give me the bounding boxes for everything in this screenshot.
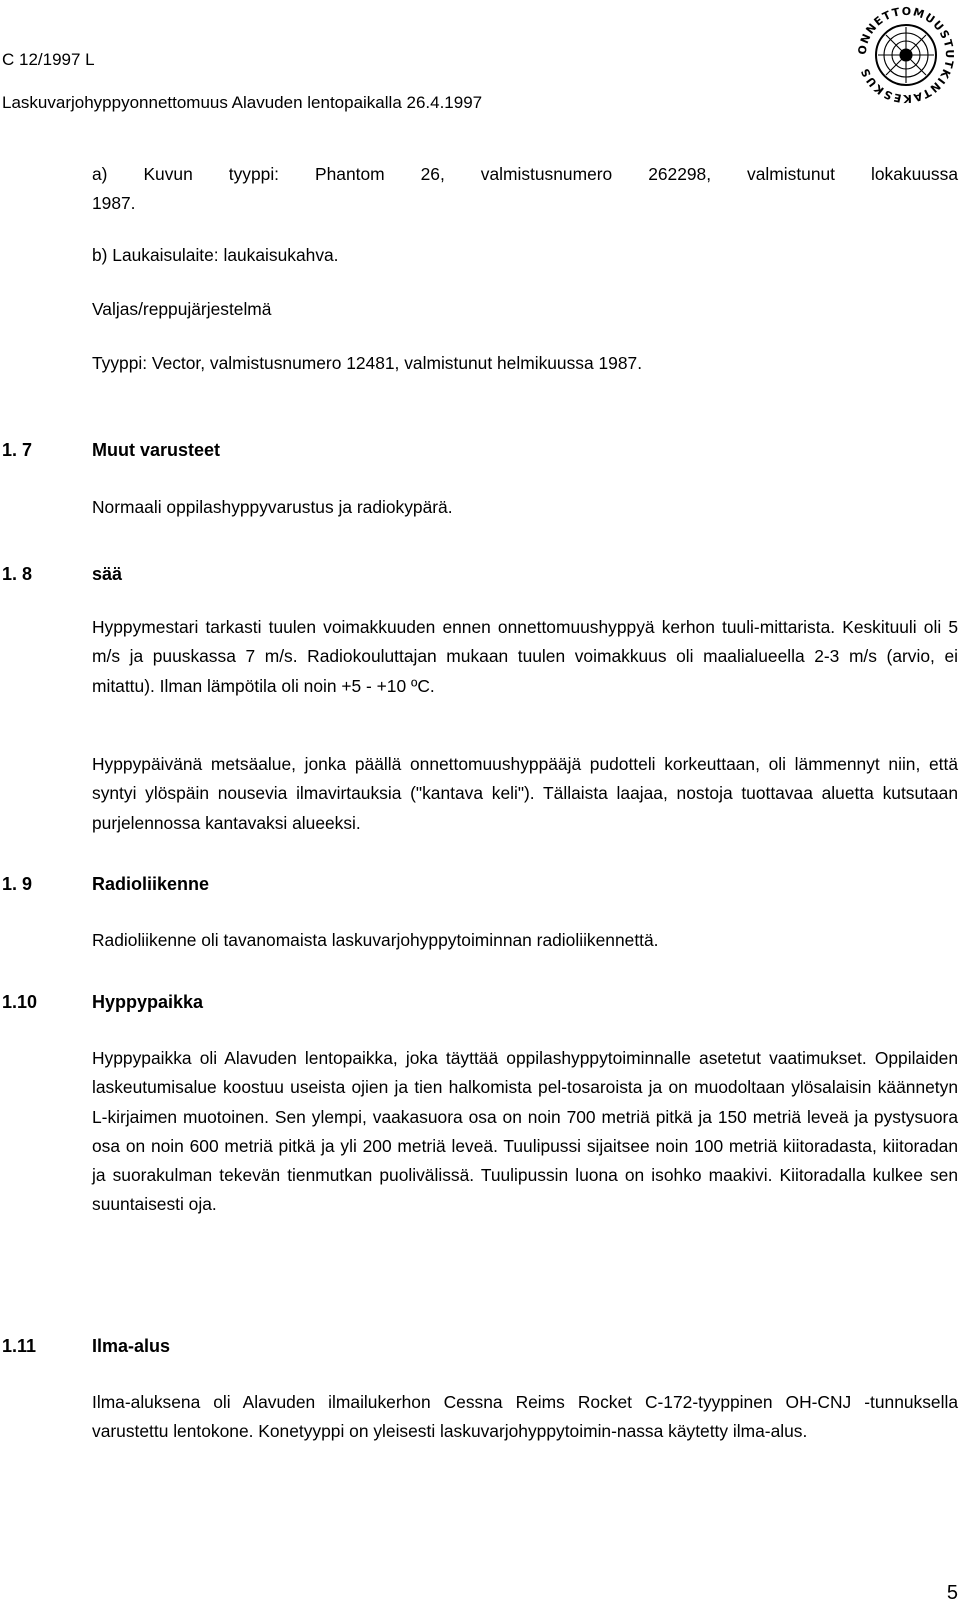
section-1-9-text: Radioliikenne oli tavanomaista laskuvarjohyppytoiminnan radioliikennettä. [92, 930, 659, 950]
document-code: C 12/1997 L [2, 50, 95, 69]
investigation-centre-logo [852, 2, 960, 108]
section-1-8-paragraph-1: Hyppymestari tarkasti tuulen voimakkuuden ennen onnettomuushyppyä kerhon tuuli-mittarista. Keskituuli oli 5 m/s ja puuskassa 7 m/s. Radiokouluttajan mukaan tuulen voimakkuus oli maalialueella 2-3 m/s (arvio, ei mitattu). Ilman lämpötila oli noin +5 - +10 ºC. [92, 617, 958, 696]
harness-title: Valjas/reppujärjestelmä [92, 299, 272, 319]
harness-text: Tyyppi: Vector, valmistusnumero 12481, valmistunut helmikuussa 1987. [92, 353, 643, 373]
section-1-7-text: Normaali oppilashyppyvarustus ja radiokypärä. [92, 497, 453, 517]
canopy-type-line-1: a) Kuvun tyyppi: Phantom 26, valmistusnumero 262298, valmistunut lokakuussa [92, 164, 958, 184]
section-number-1-10: 1.10 [2, 992, 38, 1012]
section-number-1-9: 1. 9 [2, 874, 33, 894]
section-title-1-9: Radioliikenne [92, 874, 210, 894]
release-device-line: b) Laukaisulaite: laukaisukahva. [92, 245, 339, 265]
section-title-1-10: Hyppypaikka [92, 992, 204, 1012]
section-number-1-11: 1.11 [2, 1336, 37, 1356]
document-title: Laskuvarjohyppyonnettomuus Alavuden lentopaikalla 26.4.1997 [2, 93, 483, 112]
page-number: 5 [946, 1582, 958, 1604]
section-title-1-8: sää [92, 564, 123, 584]
section-number-1-8: 1. 8 [2, 564, 33, 584]
section-1-8-paragraph-2: Hyppypäivänä metsäalue, jonka päällä onnettomuushyppääjä pudotteli korkeuttaan, oli lämmennyt niin, että syntyi ylöspäin nousevia ilmavirtauksia ("kantava keli"). Tällaista laajaa, nostoja tuottavaa aluetta kutsutaan purjelennossa kantavaksi alueeksi. [92, 754, 958, 833]
section-1-10-text: Hyppypaikka oli Alavuden lentopaikka, joka täyttää oppilashyppytoiminnalle asetetut vaatimukset. Oppilaiden laskeutumisalue koostuu useista ojien ja tien halkomista pel-tosaroista ja on muodoltaan ylösalaisin käännetyn L-kirjaimen muotoinen. Sen ylempi, vaakasuora osa on noin 700 metriä pitkä ja 150 metriä leveä ja pystysuora osa on noin 600 metriä pitkä ja yli 200 metriä leveä. Tuulipussi sijaitsee noin 100 metriä kiitoradasta, kiitoradan ja suorakulman tekevän tienmutkan puolivälissä. Tuulipussin luona on isohko maakivi. Kiitoradalla kulkee sen suuntaisesti oja. [92, 1048, 958, 1215]
section-number-1-7: 1. 7 [2, 440, 33, 460]
logo-text: ONNETTOMUUSTUTKINTAKESKUS [855, 4, 957, 106]
section-1-11-text: Ilma-aluksena oli Alavuden ilmailukerhon Cessna Reims Rocket C-172-tyyppinen OH-CNJ -tunnuksella varustettu lentokone. Konetyyppi on yleisesti laskuvarjohyppytoimin-nassa käytetty ilma-alus. [92, 1392, 958, 1442]
canopy-type-line-2: 1987. [92, 193, 136, 213]
section-title-1-7: Muut varusteet [92, 440, 221, 460]
section-title-1-11: Ilma-alus [92, 1336, 171, 1356]
